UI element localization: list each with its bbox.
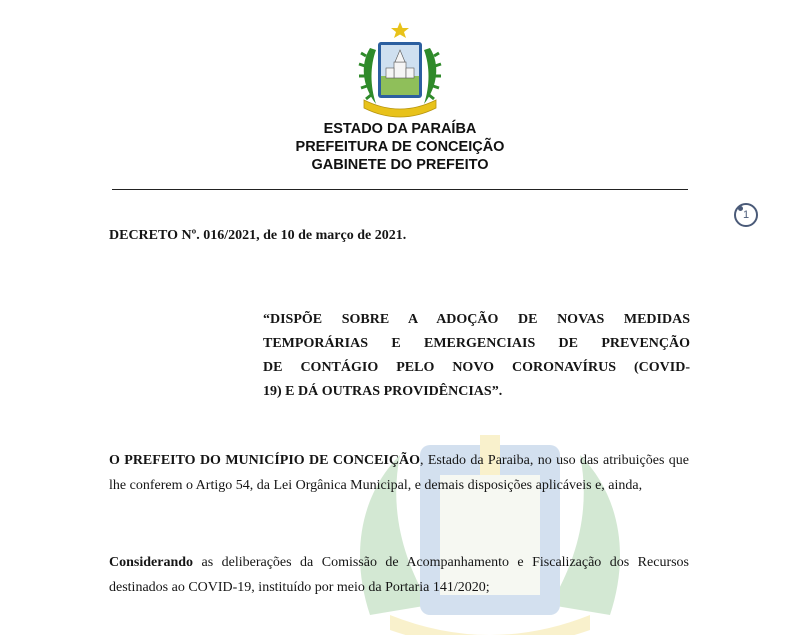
document-header bbox=[0, 120, 800, 174]
header-state: ESTADO DA PARAÍBA bbox=[323, 121, 477, 137]
considering-text: as deliberações da Comissão de Acompanhamento e Fiscalização dos Recursos destinados ao COVID-19, instituído por meio da Portaria 141/2020; bbox=[109, 555, 689, 595]
preamble-text: , Estado da Paraiba, no uso das atribuições que lhe conferem o Artigo 54, da Lei Orgânica Municipal, e demais disposições aplicáveis e, ainda, bbox=[109, 453, 689, 493]
preamble-paragraph bbox=[109, 448, 689, 498]
considering-label: Considerando bbox=[109, 555, 194, 570]
summary-line-4: 19) E DÁ OUTRAS PROVIDÊNCIAS”. bbox=[263, 384, 503, 399]
header-divider bbox=[112, 189, 688, 190]
summary-line-3: DE CONTÁGIO PELO NOVO CORONAVÍRUS (COVID- bbox=[263, 360, 690, 375]
summary-line-1: “DISPÕE SOBRE A ADOÇÃO DE NOVAS MEDIDAS bbox=[263, 312, 690, 327]
mayor-title: O PREFEITO DO MUNICÍPIO DE CONCEIÇÃO bbox=[109, 453, 420, 468]
considering-paragraph bbox=[109, 550, 689, 600]
decree-title: DECRETO Nº. 016/2021, de 10 de março de 2021. bbox=[109, 228, 407, 243]
history-icon[interactable]: 1 bbox=[734, 203, 758, 227]
summary-line-2: TEMPORÁRIAS E EMERGENCIAIS DE PREVENÇÃO bbox=[263, 336, 690, 351]
header-cabinet: GABINETE DO PREFEITO bbox=[311, 157, 489, 173]
header-prefecture: PREFEITURA DE CONCEIÇÃO bbox=[295, 139, 505, 155]
decree-summary bbox=[263, 308, 690, 404]
coat-of-arms-logo bbox=[356, 22, 444, 120]
